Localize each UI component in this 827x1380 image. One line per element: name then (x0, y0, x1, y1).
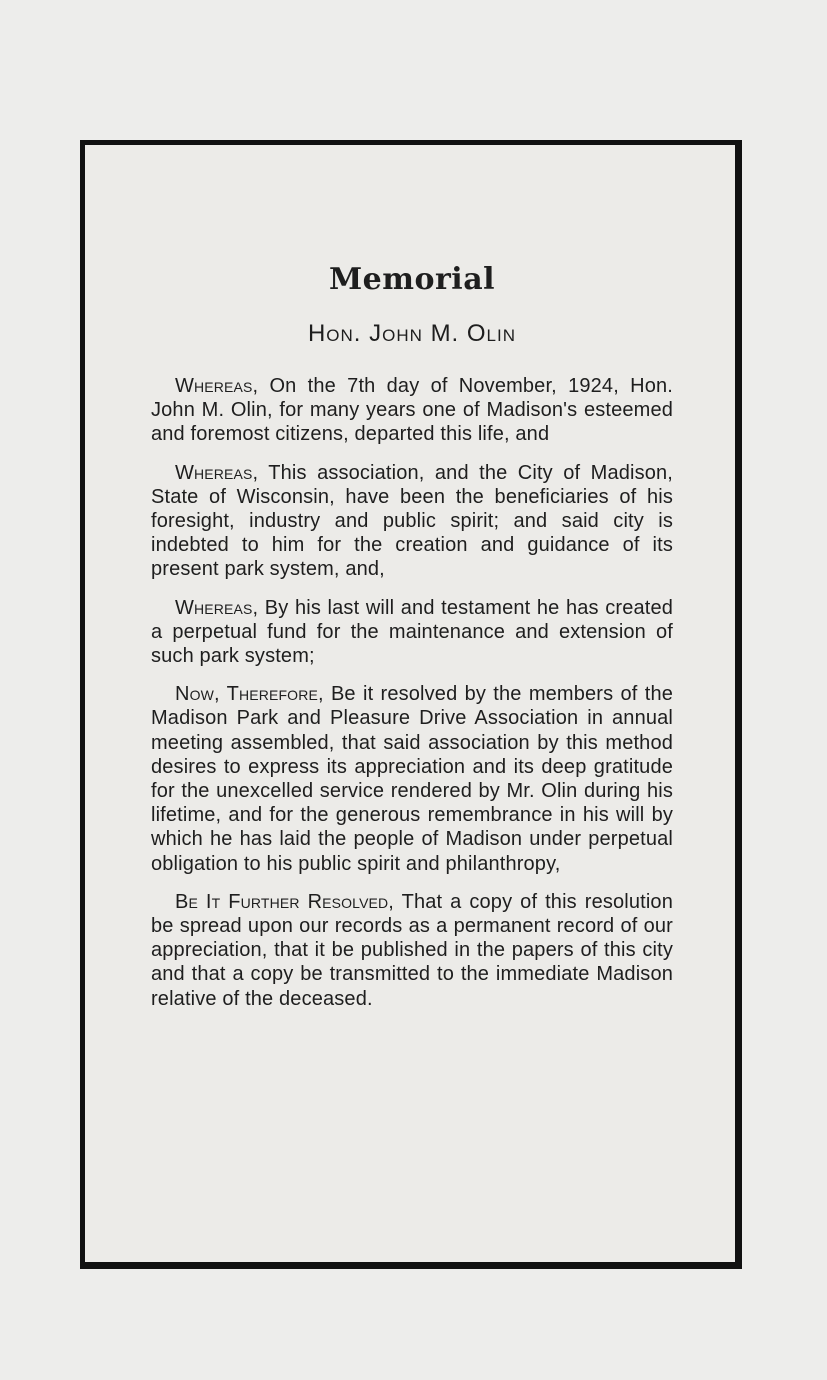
memorial-heading: Memorial (328, 262, 496, 297)
paragraph-lead: Whereas, (175, 375, 259, 397)
memorial-border-frame (80, 140, 742, 1269)
paragraph-lead: Whereas, (175, 596, 259, 619)
paragraph-lead: Whereas, (175, 461, 259, 484)
paragraph-further-resolved (151, 890, 673, 1011)
paragraph-resolution (151, 682, 673, 876)
paragraph-lead: Now, Therefore, (175, 683, 324, 706)
paragraph-text: This association, and the City of Madison, State of Wisconsin, have been the beneficiaries of his foresight, industry and public spirit; and said city is indebted to him for the creation and guidance of its present park system, and, (151, 461, 673, 581)
honoree-name (151, 320, 673, 348)
paragraph-whereas-beneficiaries (151, 461, 673, 582)
paragraph-text: Be it resolved by the members of the Madison Park and Pleasure Drive Association in annual meeting assembled, that said association by this method desires to express its appreciation and its deep gratitude for the unexcelled service rendered by Mr. Olin during his lifetime, and for the generous remembrance in his will by which he has laid the people of Madison under perpetual obligation to his public spirit and philanthropy, (151, 683, 673, 875)
memorial-content (151, 260, 673, 1025)
paragraph-whereas-death (151, 374, 673, 447)
paragraph-lead: Be It Further Resolved, (175, 890, 395, 913)
honoree-name-text: Hon. John M. Olin (307, 320, 517, 347)
paragraph-whereas-will (151, 596, 673, 669)
paragraph-text: By his last will and testament he has created a perpetual fund for the maintenance and extension of such park system; (151, 596, 673, 668)
paragraph-text: On the 7th day of November, 1924, Hon. John M. Olin, for many years one of Madison's esteemed and foremost citizens, departed this life, and (151, 375, 673, 446)
paragraph-text: That a copy of this resolution be spread upon our records as a permanent record of our appreciation, that it be published in the papers of this city and that a copy be transmitted to the immediate Madison relative of the deceased. (151, 890, 673, 1010)
